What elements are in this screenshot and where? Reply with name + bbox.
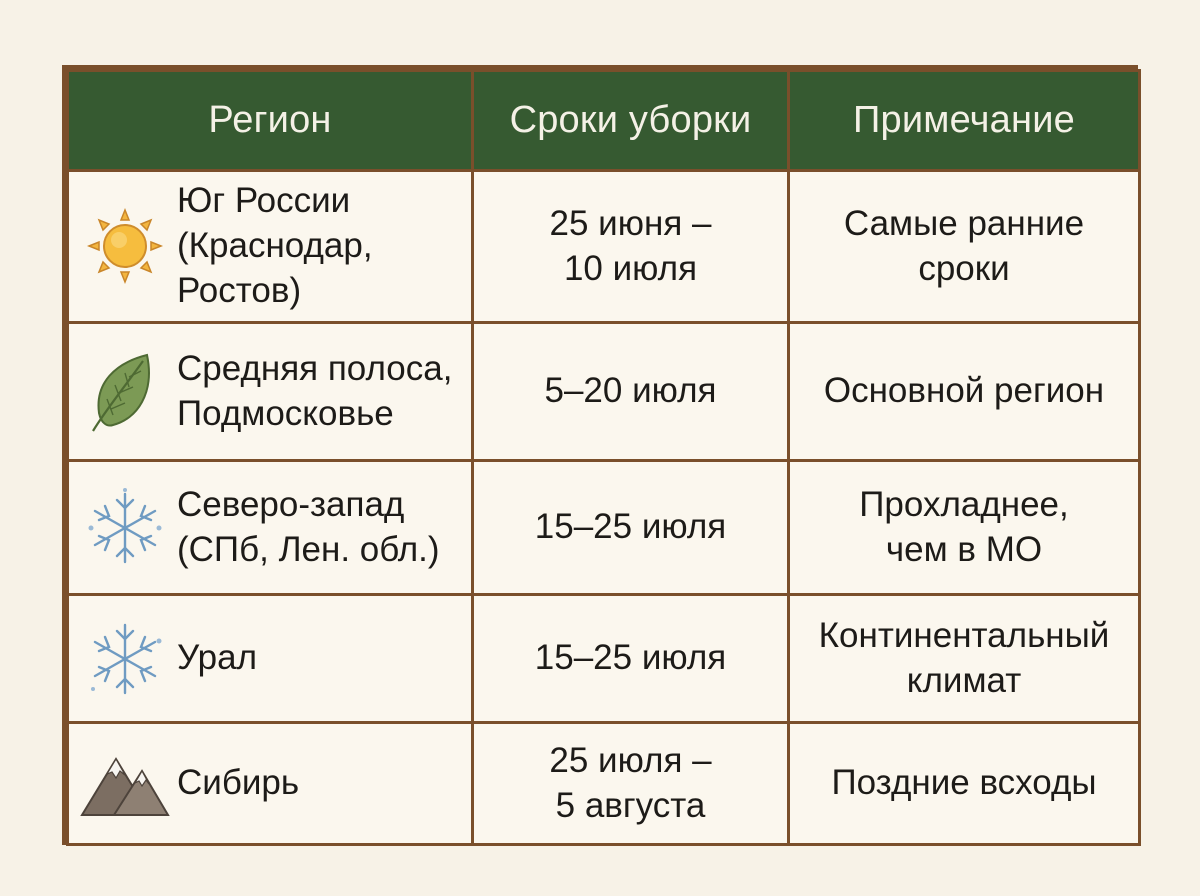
harvest-dates-cell: 25 июня – 10 июля <box>473 171 789 323</box>
sun-icon <box>79 200 171 292</box>
note-cell: Основной регион <box>789 323 1140 461</box>
table-row <box>68 171 1140 323</box>
table-row <box>68 723 1140 845</box>
region-name: Средняя полоса, Подмосковье <box>177 348 453 433</box>
column-header-note: Примечание <box>789 71 1140 171</box>
snowflake-icon <box>79 482 171 574</box>
table-header-row <box>68 71 1140 171</box>
mountain-icon <box>79 738 171 830</box>
region-name: Юг России (Краснодар, Ростов) <box>177 181 373 310</box>
region-name: Сибирь <box>177 763 300 803</box>
note-cell: Континентальный климат <box>789 595 1140 723</box>
note-cell: Прохладнее, чем в МО <box>789 461 1140 595</box>
note-cell: Самые ранние сроки <box>789 171 1140 323</box>
harvest-dates-cell: 15–25 июля <box>473 595 789 723</box>
region-cell <box>68 323 473 461</box>
note-cell: Поздние всходы <box>789 723 1140 845</box>
harvest-dates-cell: 25 июля – 5 августа <box>473 723 789 845</box>
region-name: Северо-запад (СПб, Лен. обл.) <box>177 484 440 569</box>
harvest-dates-cell: 5–20 июля <box>473 323 789 461</box>
column-header-dates: Сроки уборки <box>473 71 789 171</box>
leaf-icon <box>79 346 171 438</box>
region-cell <box>68 723 473 845</box>
snowflake-icon <box>79 613 171 705</box>
table-row <box>68 461 1140 595</box>
region-cell <box>68 461 473 595</box>
region-cell <box>68 171 473 323</box>
table-row <box>68 323 1140 461</box>
region-cell <box>68 595 473 723</box>
region-name: Урал <box>177 638 258 678</box>
harvest-timing-table <box>66 69 1141 846</box>
harvest-timing-table-container <box>62 65 1138 845</box>
table-row <box>68 595 1140 723</box>
column-header-region: Регион <box>68 71 473 171</box>
harvest-dates-cell: 15–25 июля <box>473 461 789 595</box>
